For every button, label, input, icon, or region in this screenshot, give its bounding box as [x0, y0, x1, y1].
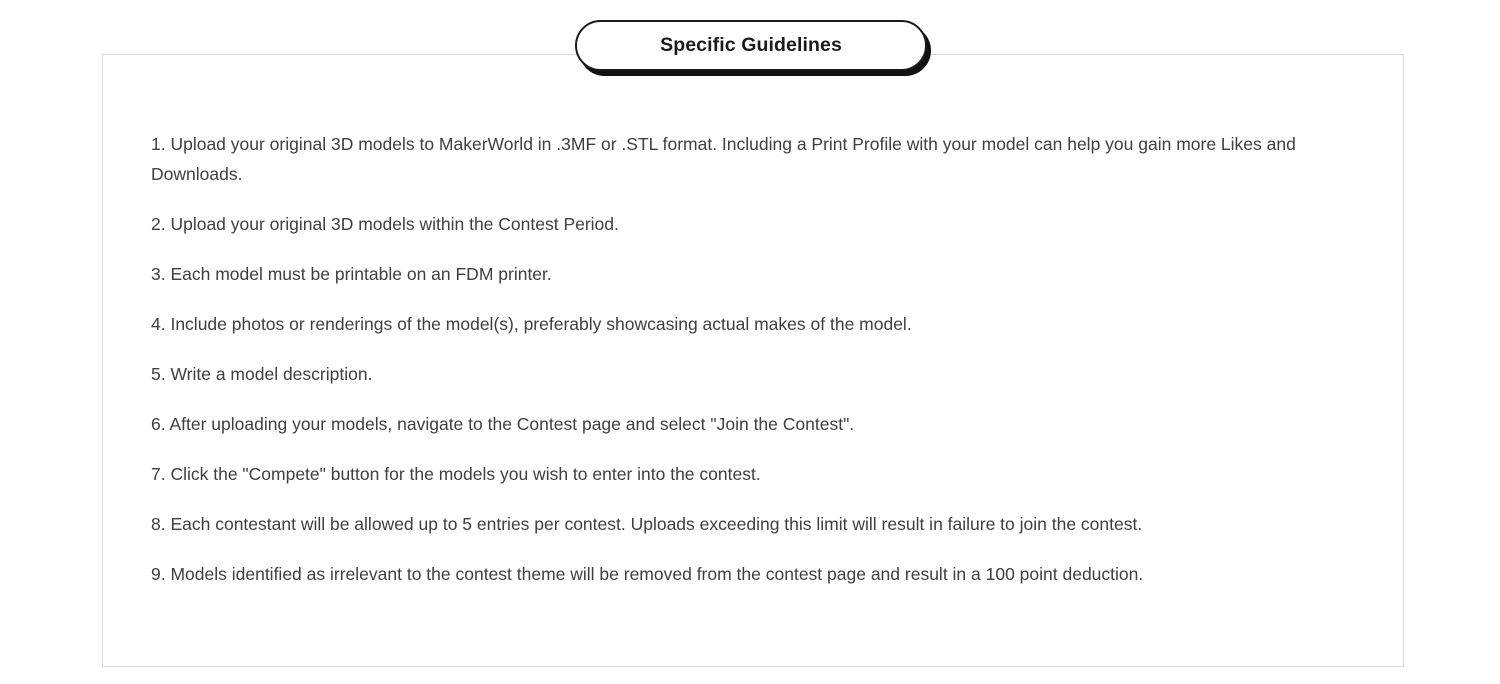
page-title: [575, 20, 927, 71]
page-title-label: Specific Guidelines: [660, 34, 842, 56]
list-item: 8. Each contestant will be allowed up to 5 entries per contest. Uploads exceeding this limit will result in failure to join the contest.: [151, 514, 1143, 534]
guidelines-list: [151, 129, 1353, 589]
list-item: 2. Upload your original 3D models within the Contest Period.: [151, 214, 619, 234]
list-item: 6. After uploading your models, navigate to the Contest page and select "Join the Contest".: [151, 414, 855, 434]
list-item: 3. Each model must be printable on an FDM printer.: [151, 264, 552, 284]
specific-guidelines-panel: [102, 54, 1404, 667]
list-item: 7. Click the "Compete" button for the models you wish to enter into the contest.: [151, 464, 761, 484]
list-item: 9. Models identified as irrelevant to the contest theme will be removed from the contest page and result in a 100 point deduction.: [151, 564, 1144, 584]
list-item: 1. Upload your original 3D models to MakerWorld in .3MF or .STL format. Including a Print Profile with your model can help you gain more Likes and Downloads.: [151, 134, 1296, 184]
list-item: 4. Include photos or renderings of the model(s), preferably showcasing actual makes of the model.: [151, 314, 912, 334]
list-item: 5. Write a model description.: [151, 364, 373, 384]
